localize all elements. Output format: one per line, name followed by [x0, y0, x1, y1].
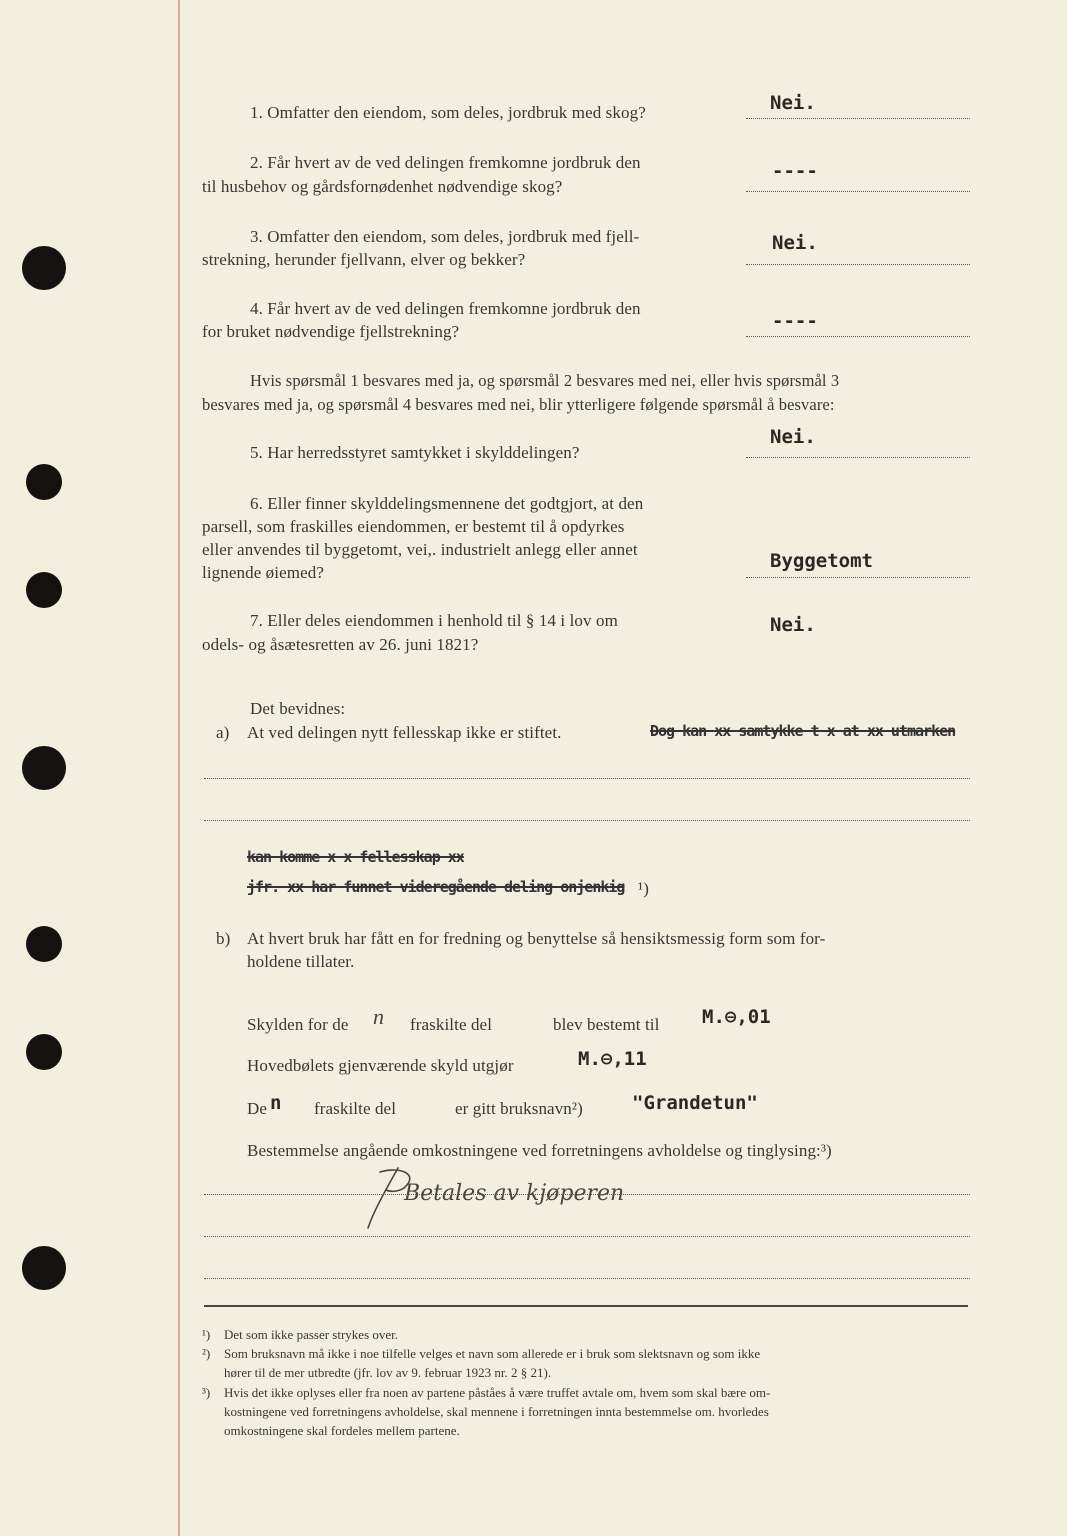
struck-text: kan komme x x fellesskap xx: [247, 848, 464, 866]
question-4-answer: ----: [772, 310, 818, 332]
footnote-separator: [204, 1305, 968, 1307]
question-7-answer: Nei.: [770, 614, 816, 636]
question-4-text: 4. Får hvert av de ved delingen fremkomne jordbruk den: [250, 299, 641, 318]
question-1-text: 1. Omfatter den eiendom, som deles, jordbruk med skog?: [250, 103, 646, 122]
skyld-label: blev bestemt til: [553, 1015, 660, 1034]
item-a-label: a): [216, 723, 230, 742]
footnote-3-cont: omkostningene skal fordeles mellem partene.: [224, 1423, 460, 1438]
question-7-text-cont: odels- og åsætesretten av 26. juni 1821?: [202, 635, 479, 654]
question-5-answer: Nei.: [770, 426, 816, 448]
punch-hole: [22, 246, 66, 290]
omkostning-label: Bestemmelse angående omkostningene ved forretningens avholdelse og tinglysing:³): [247, 1141, 832, 1160]
blank-line: [204, 1236, 970, 1237]
answer-line: [746, 336, 970, 337]
question-6-text-cont: parsell, som fraskilles eiendommen, er bestemt til å opdyrkes: [202, 517, 625, 536]
footnote-mark: ³): [202, 1385, 211, 1400]
blank-line: [204, 778, 970, 779]
question-1-answer: Nei.: [770, 92, 816, 114]
punch-hole: [26, 926, 62, 962]
question-3-text: 3. Omfatter den eiendom, som deles, jordbruk med fjell-: [250, 227, 640, 246]
item-b-text-cont: holdene tillater.: [247, 952, 355, 971]
answer-line: [746, 118, 970, 119]
bruksnavn-label: De: [247, 1099, 268, 1118]
question-2-answer: ----: [772, 160, 818, 182]
skyld-label: Skylden for de: [247, 1015, 349, 1034]
footnote-3-cont: kostningene ved forretningens avholdelse, skal mennene i forretningen innta bestemmelse om. hvorledes: [224, 1404, 769, 1419]
handwritten-n: n: [373, 1004, 385, 1029]
footnote-3: Hvis det ikke oplyses eller fra noen av partene påståes å være truffet avtale om, hvem som skal bære om-: [224, 1385, 771, 1400]
bruksnavn-label: er gitt bruksnavn²): [455, 1099, 583, 1118]
blank-line: [204, 1194, 970, 1195]
certification-heading: Det bevidnes:: [250, 699, 346, 718]
punch-hole: [22, 1246, 66, 1290]
punch-hole: [26, 1034, 62, 1070]
question-6-text: 6. Eller finner skylddelingsmennene det godtgjort, at den: [250, 494, 644, 513]
answer-line: [746, 457, 970, 458]
handwritten-text: Betales av kjøperen: [404, 1181, 625, 1206]
margin-rule: [178, 0, 180, 1536]
punch-hole: [26, 572, 62, 608]
struck-text: jfr. xx har funnet videregående deling onjenkig: [247, 878, 625, 896]
question-6-answer: Byggetomt: [770, 550, 873, 572]
question-3-text-cont: strekning, herunder fjellvann, elver og bekker?: [202, 250, 526, 269]
handwritten-note: [360, 1162, 690, 1234]
question-5-text: 5. Har herredsstyret samtykket i skylddelingen?: [250, 443, 580, 462]
question-7-text: 7. Eller deles eiendommen i henhold til § 14 i lov om: [250, 611, 618, 630]
blank-line: [204, 1278, 970, 1279]
item-b-label: b): [216, 929, 231, 948]
footnote-mark: ¹): [202, 1327, 211, 1342]
conditional-note-line-2: besvares med ja, og spørsmål 4 besvares med nei, blir ytterligere følgende spørsmål å besvare:: [202, 395, 835, 414]
footnote-2-cont: hører til de mer utbredte (jfr. lov av 9. februar 1923 nr. 2 § 21).: [224, 1365, 552, 1380]
footnote-ref: ¹): [638, 879, 649, 898]
punch-hole: [26, 464, 62, 500]
blank-line: [204, 820, 970, 821]
question-2-text-cont: til husbehov og gårdsfornødenhet nødvendige skog?: [202, 177, 563, 196]
bruksnavn-label: fraskilte del: [314, 1099, 397, 1118]
answer-line: [746, 191, 970, 192]
hovedbol-value: M.⊖,11: [578, 1048, 647, 1070]
punch-hole: [22, 746, 66, 790]
footnote-1: Det som ikke passer strykes over.: [224, 1327, 399, 1342]
item-a-text: At ved delingen nytt fellesskap ikke er stiftet.: [247, 723, 562, 742]
skyld-value: M.⊖,01: [702, 1006, 771, 1028]
footnote-2: Som bruksnavn må ikke i noe tilfelle velges et navn som allerede er i bruk som slektsnavn og som ikke: [224, 1346, 761, 1361]
conditional-note-line-1: Hvis spørsmål 1 besvares med ja, og spørsmål 2 besvares med nei, eller hvis spørsmål 3: [250, 371, 840, 390]
question-2-text: 2. Får hvert av de ved delingen fremkomne jordbruk den: [250, 153, 641, 172]
skyld-label: fraskilte del: [410, 1015, 493, 1034]
answer-line: [746, 577, 970, 578]
answer-line: [746, 264, 970, 265]
question-4-text-cont: for bruket nødvendige fjellstrekning?: [202, 322, 460, 341]
footnote-mark: ²): [202, 1346, 211, 1361]
bruksnavn-value: "Grandetun": [632, 1092, 758, 1114]
question-6-text-cont: lignende øiemed?: [202, 563, 324, 582]
question-3-answer: Nei.: [772, 232, 818, 254]
item-b-text: At hvert bruk har fått en for fredning og benyttelse så hensiktsmessig form som for-: [247, 929, 826, 948]
struck-text: Dog kan xx samtykke t x at xx utmarken: [650, 722, 956, 740]
hovedbol-label: Hovedbølets gjenværende skyld utgjør: [247, 1056, 514, 1075]
question-6-text-cont: eller anvendes til byggetomt, vei,. industrielt anlegg eller annet: [202, 540, 638, 559]
bruksnavn-typed-n: n: [270, 1092, 282, 1114]
